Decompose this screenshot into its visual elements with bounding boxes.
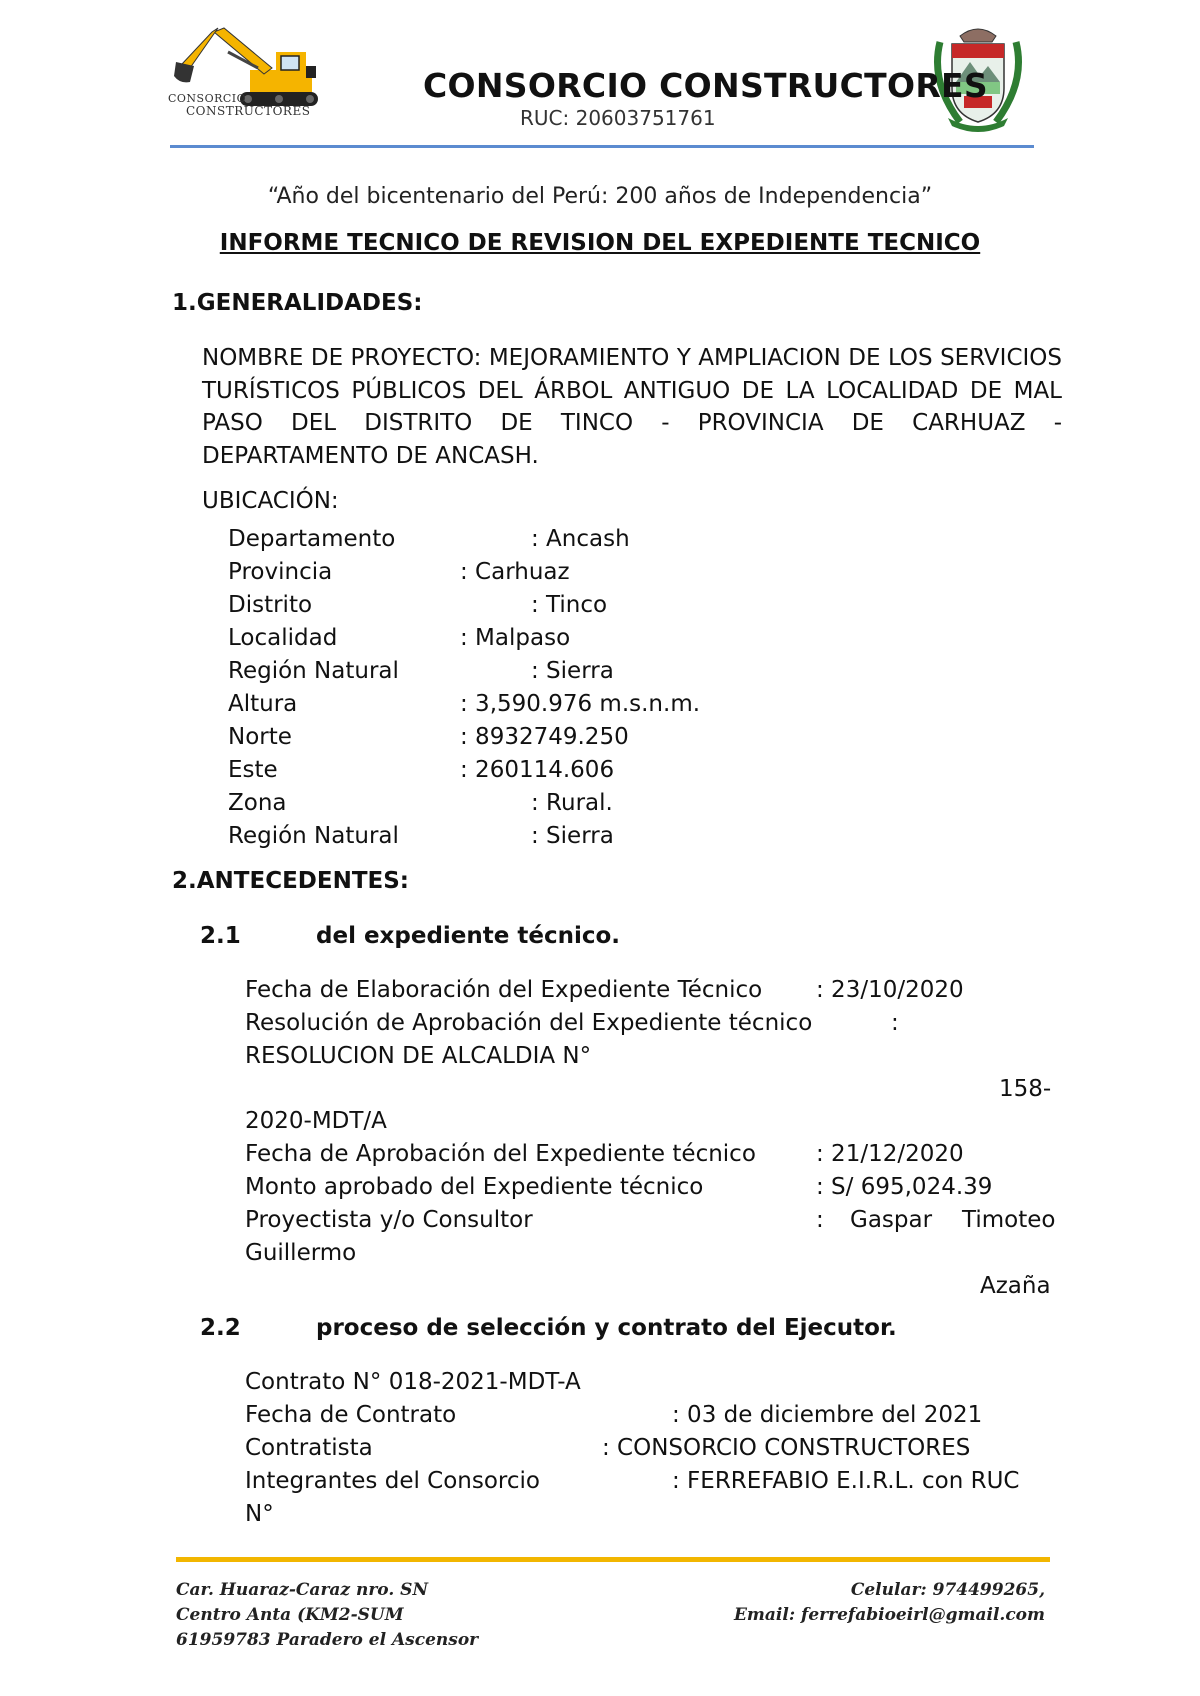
- location-row-label: Región Natural: [228, 823, 399, 849]
- company-ruc: RUC: 20603751761: [520, 106, 716, 130]
- location-row-value: : 8932749.250: [460, 724, 629, 750]
- company-name: CONSORCIO CONSTRUCTORES: [423, 66, 988, 105]
- fecha-aprobacion-value: : 21/12/2020: [816, 1141, 964, 1167]
- fecha-aprobacion-label: Fecha de Aprobación del Expediente técnico: [245, 1141, 756, 1167]
- location-row: [228, 690, 297, 718]
- resolucion-number: 158-: [999, 1076, 1052, 1102]
- subsection-2-1-title: del expediente técnico.: [316, 923, 621, 949]
- footer-address-3: 61959783 Paradero el Ascensor: [176, 1630, 479, 1650]
- location-row: [228, 591, 312, 619]
- monto-value: : S/ 695,024.39: [816, 1174, 993, 1200]
- footer-email[interactable]: Email: ferrefabioeirl@gmail.com: [733, 1605, 1045, 1625]
- resolucion-label: Resolución de Aprobación del Expediente técnico: [245, 1010, 813, 1036]
- location-row-label: Región Natural: [228, 658, 399, 684]
- year-motto: “Año del bicentenario del Perú: 200 años de Independencia”: [267, 184, 933, 209]
- footer-address-1: Car. Huaraz-Caraz nro. SN: [176, 1580, 428, 1600]
- location-row-value: : 3,590.976 m.s.n.m.: [460, 691, 701, 717]
- resolucion-year: 2020-MDT/A: [245, 1108, 387, 1134]
- location-label: UBICACIÓN:: [202, 488, 339, 514]
- proyectista-surname: Guillermo: [245, 1240, 357, 1266]
- proyectista-second-surname: Azaña: [980, 1273, 1051, 1299]
- location-row-label: Provincia: [228, 559, 333, 585]
- header-divider: [170, 145, 1034, 148]
- location-row-label: Localidad: [228, 625, 338, 651]
- resolucion-colon: :: [891, 1010, 899, 1036]
- location-row: [228, 822, 399, 850]
- logo-text-line2: CONSTRUCTORES: [186, 104, 311, 118]
- location-row-label: Departamento: [228, 526, 396, 552]
- location-row-value: : Sierra: [531, 823, 614, 849]
- subsection-2-2-number: 2.2: [200, 1315, 241, 1341]
- fecha-contrato-value: : 03 de diciembre del 2021: [672, 1402, 983, 1428]
- location-row: [228, 756, 278, 784]
- location-row-value: : Carhuaz: [460, 559, 570, 585]
- location-row-label: Altura: [228, 691, 298, 717]
- footer-phone: Celular: 974499265,: [850, 1580, 1045, 1600]
- location-row-value: : Ancash: [531, 526, 630, 552]
- fecha-elaboracion-label: Fecha de Elaboración del Expediente Técnico: [245, 977, 763, 1003]
- resolucion-value: RESOLUCION DE ALCALDIA N°: [245, 1043, 592, 1069]
- location-row-value: : Tinco: [531, 592, 608, 618]
- section-1-heading: 1.GENERALIDADES:: [172, 290, 423, 316]
- location-row: [228, 558, 332, 586]
- fecha-contrato-label: Fecha de Contrato: [245, 1402, 457, 1428]
- proyectista-middle-name: Timoteo: [962, 1207, 1056, 1233]
- location-row-label: Zona: [228, 790, 287, 816]
- footer-divider: [176, 1557, 1050, 1562]
- subsection-2-2-title: proceso de selección y contrato del Ejecutor.: [316, 1315, 897, 1341]
- location-row: [228, 723, 292, 751]
- proyectista-colon: :: [816, 1207, 824, 1233]
- company-logo: [168, 22, 328, 122]
- project-name-paragraph: NOMBRE DE PROYECTO: MEJORAMIENTO Y AMPLIACION DE LOS SERVICIOS TURÍSTICOS PÚBLICOS DEL ÁRBOL ANTIGUO DE LA LOCALIDAD DE MAL PASO DEL DISTRITO DE TINCO - PROVINCIA DE CARHUAZ - DEPARTAMENTO DE ANCASH.: [202, 345, 1062, 469]
- location-row-value: : Sierra: [531, 658, 614, 684]
- location-row: [228, 525, 395, 553]
- integrantes-label: Integrantes del Consorcio: [245, 1468, 540, 1494]
- contrato-number: Contrato N° 018-2021-MDT-A: [245, 1369, 581, 1395]
- document-title: INFORME TECNICO DE REVISION DEL EXPEDIENTE TECNICO: [219, 230, 981, 256]
- integrantes-value-continued: N°: [245, 1501, 274, 1527]
- contratista-label: Contratista: [245, 1435, 373, 1461]
- location-row-label: Norte: [228, 724, 292, 750]
- location-row-value: : Rural.: [531, 790, 613, 816]
- logo-text-line1: CONSORCIO: [168, 92, 247, 105]
- section-2-heading: 2.ANTECEDENTES:: [172, 868, 409, 894]
- location-row: [228, 789, 287, 817]
- contratista-value: : CONSORCIO CONSTRUCTORES: [602, 1435, 971, 1461]
- subsection-2-1-number: 2.1: [200, 923, 241, 949]
- proyectista-first-name: Gaspar: [850, 1207, 933, 1233]
- location-row: [228, 624, 337, 652]
- monto-label: Monto aprobado del Expediente técnico: [245, 1174, 704, 1200]
- location-row-label: Este: [228, 757, 278, 783]
- footer-address-2: Centro Anta (KM2-SUM: [176, 1605, 404, 1625]
- fecha-elaboracion-value: : 23/10/2020: [816, 977, 964, 1003]
- location-row-value: : Malpaso: [460, 625, 571, 651]
- location-row-value: : 260114.606: [460, 757, 615, 783]
- proyectista-label: Proyectista y/o Consultor: [245, 1207, 533, 1233]
- integrantes-value: : FERREFABIO E.I.R.L. con RUC: [672, 1468, 1020, 1494]
- location-row-label: Distrito: [228, 592, 313, 618]
- location-row: [228, 657, 399, 685]
